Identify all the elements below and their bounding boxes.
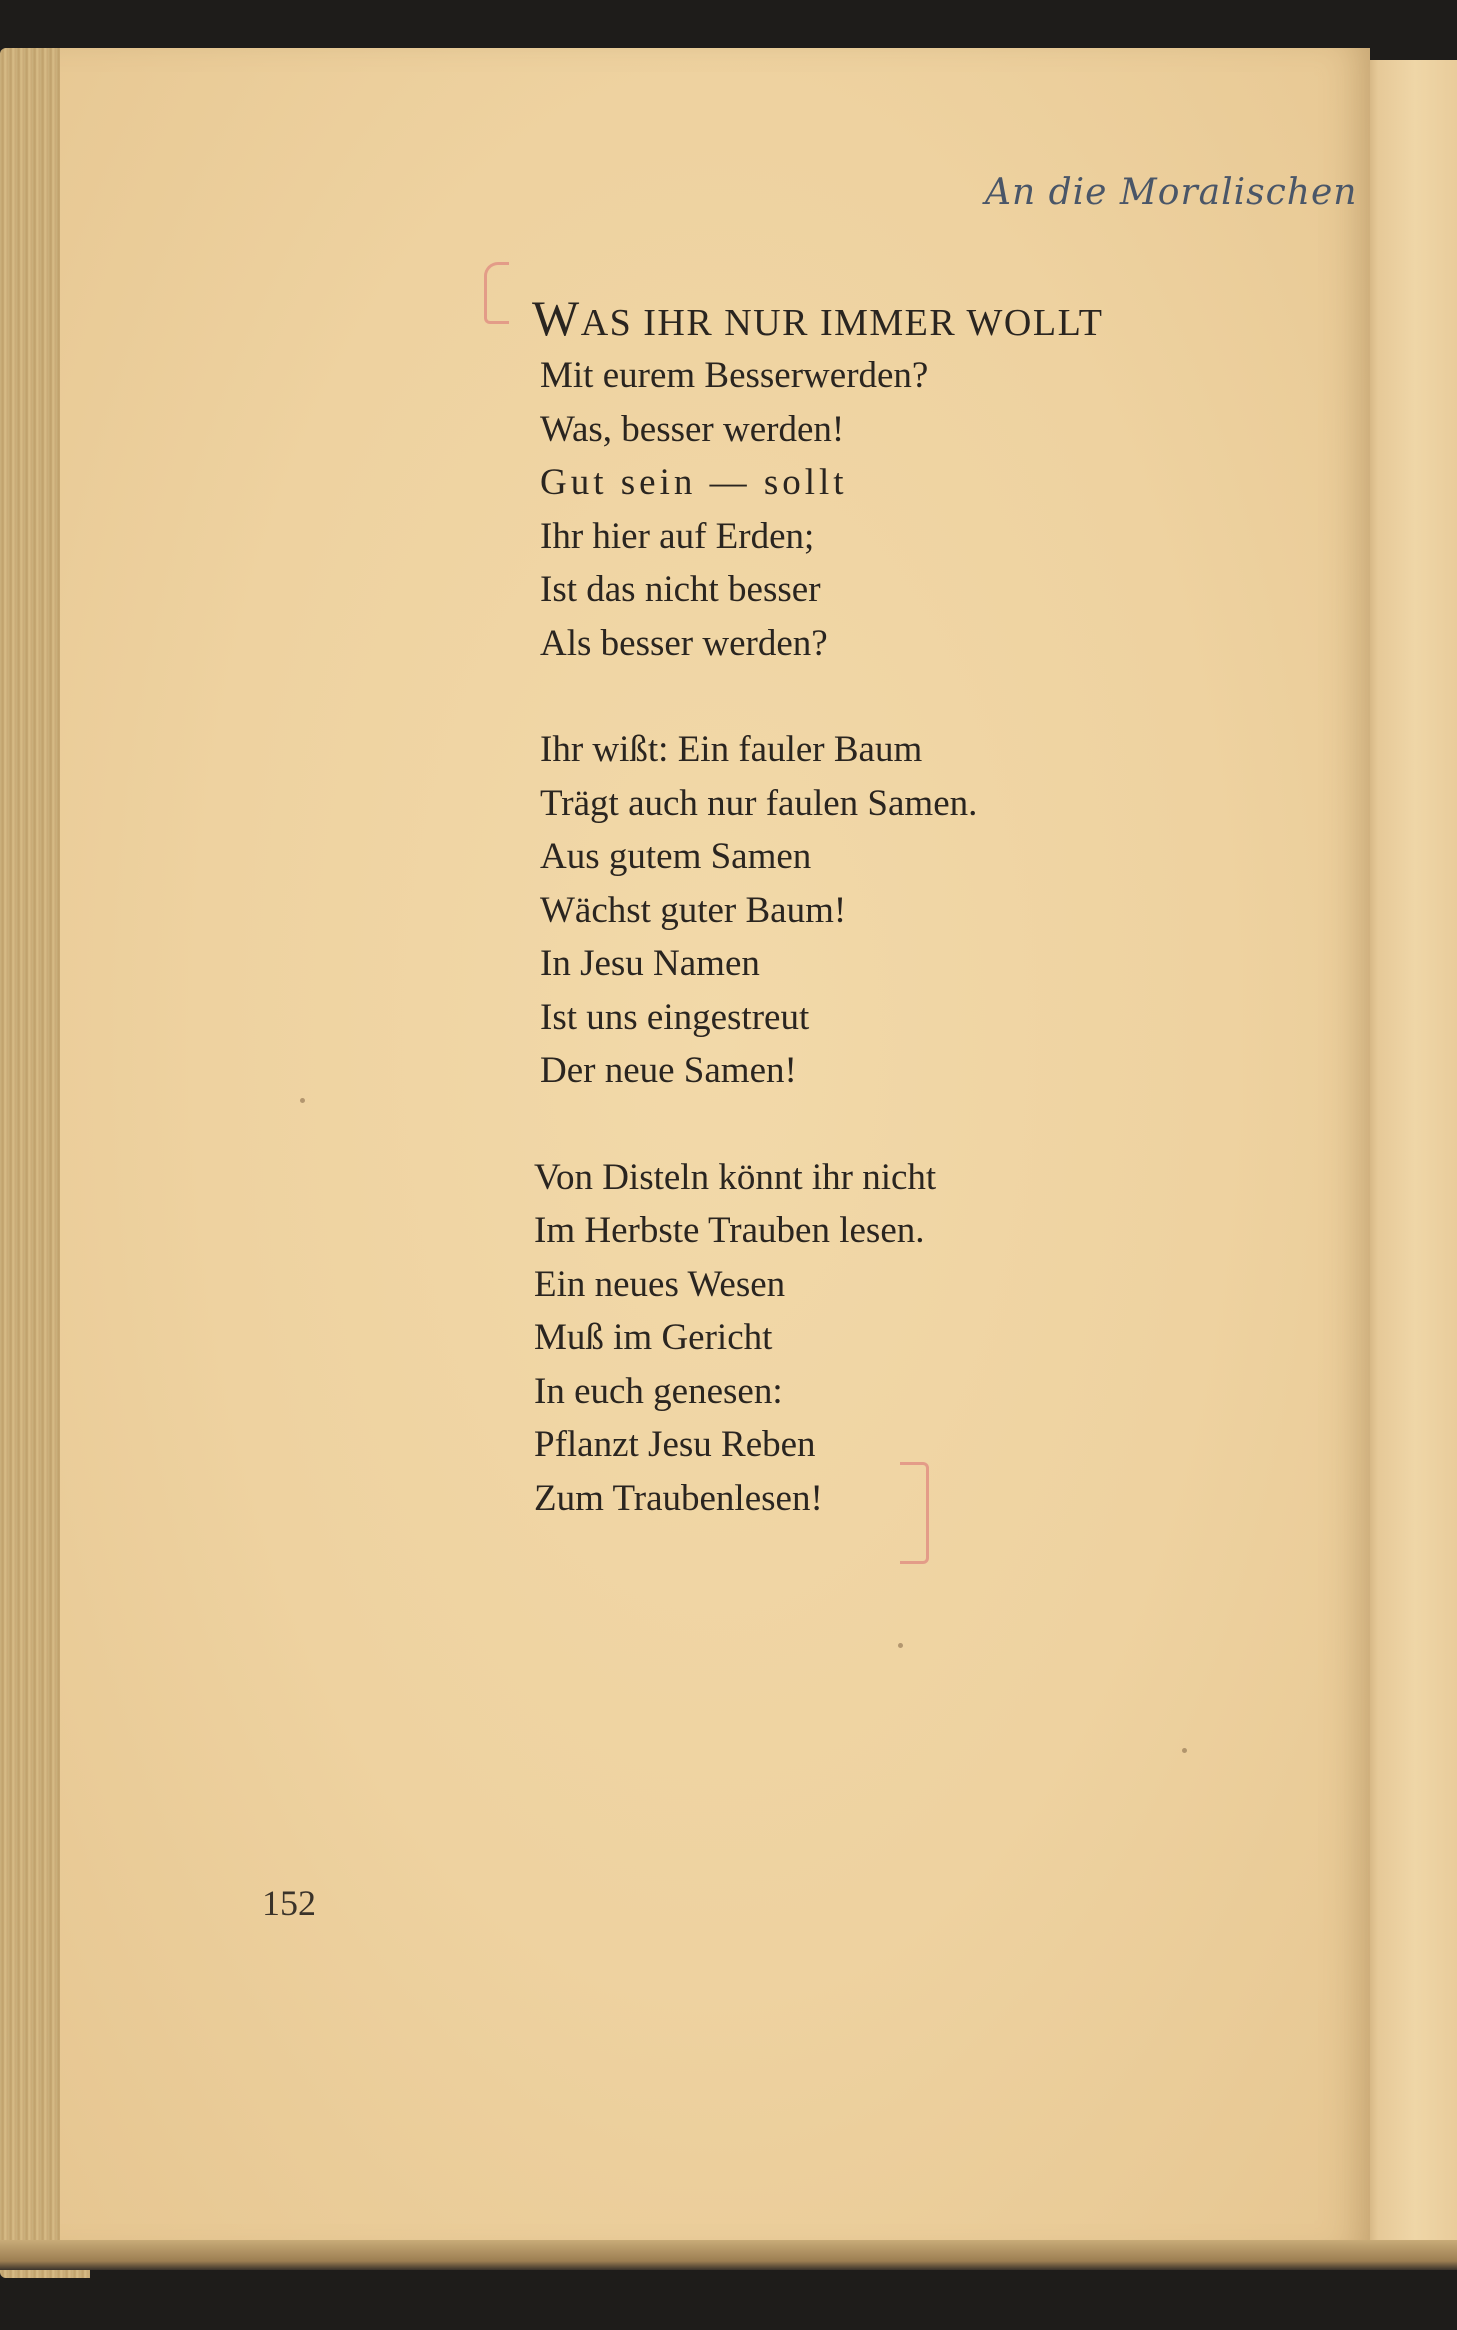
poem-line: Pflanzt Jesu Reben [534, 1424, 816, 1465]
book-bottom-edge [0, 2240, 1457, 2270]
page-number: 152 [262, 1883, 316, 1923]
paper-speck [300, 1098, 305, 1103]
poem-line: In euch genesen: [534, 1370, 783, 1412]
poem [532, 292, 1104, 1525]
poem-line: Wächst guter Baum! [540, 889, 847, 931]
poem-line: Was, besser werden! [540, 408, 845, 450]
pencil-bracket-open [484, 262, 509, 324]
running-head: An die Moralischen [985, 172, 1358, 213]
poem-line: Als besser werden? [540, 622, 828, 664]
poem-line: Im Herbste Trauben lesen. [534, 1210, 925, 1251]
poem-line: Der neue Samen! [540, 1050, 797, 1091]
poem-title [532, 292, 1104, 349]
poem-line: Aus gutem Samen [540, 836, 812, 877]
poem-line: Mit eurem Besserwerden? [540, 355, 929, 396]
poem-line: Ihr wißt: Ein fauler Baum [540, 729, 923, 770]
poem-line: Gut sein — sollt [540, 462, 848, 503]
poem-line: Ihr hier auf Erden; [540, 515, 815, 557]
poem-line: Ist uns eingestreut [540, 996, 810, 1038]
poem-title-initial: W [532, 290, 581, 346]
stanza-3 [532, 1151, 1104, 1526]
stanza-1 [532, 349, 1104, 670]
poem-title-rest: AS IHR NUR IMMER WOLLT [580, 302, 1104, 344]
poem-line: In Jesu Namen [540, 943, 760, 984]
paper-speck [898, 1643, 903, 1648]
paper-speck [1182, 1748, 1187, 1753]
poem-line: Ist das nicht besser [540, 569, 821, 610]
poem-line: Muß im Gericht [534, 1317, 773, 1358]
poem-line: Von Disteln könnt ihr nicht [534, 1156, 937, 1198]
poem-line: Trägt auch nur faulen Samen. [540, 782, 978, 824]
poem-line: Ein neues Wesen [534, 1263, 786, 1305]
poem-line: Zum Traubenlesen! [534, 1477, 823, 1519]
stanza-2 [532, 723, 1104, 1098]
